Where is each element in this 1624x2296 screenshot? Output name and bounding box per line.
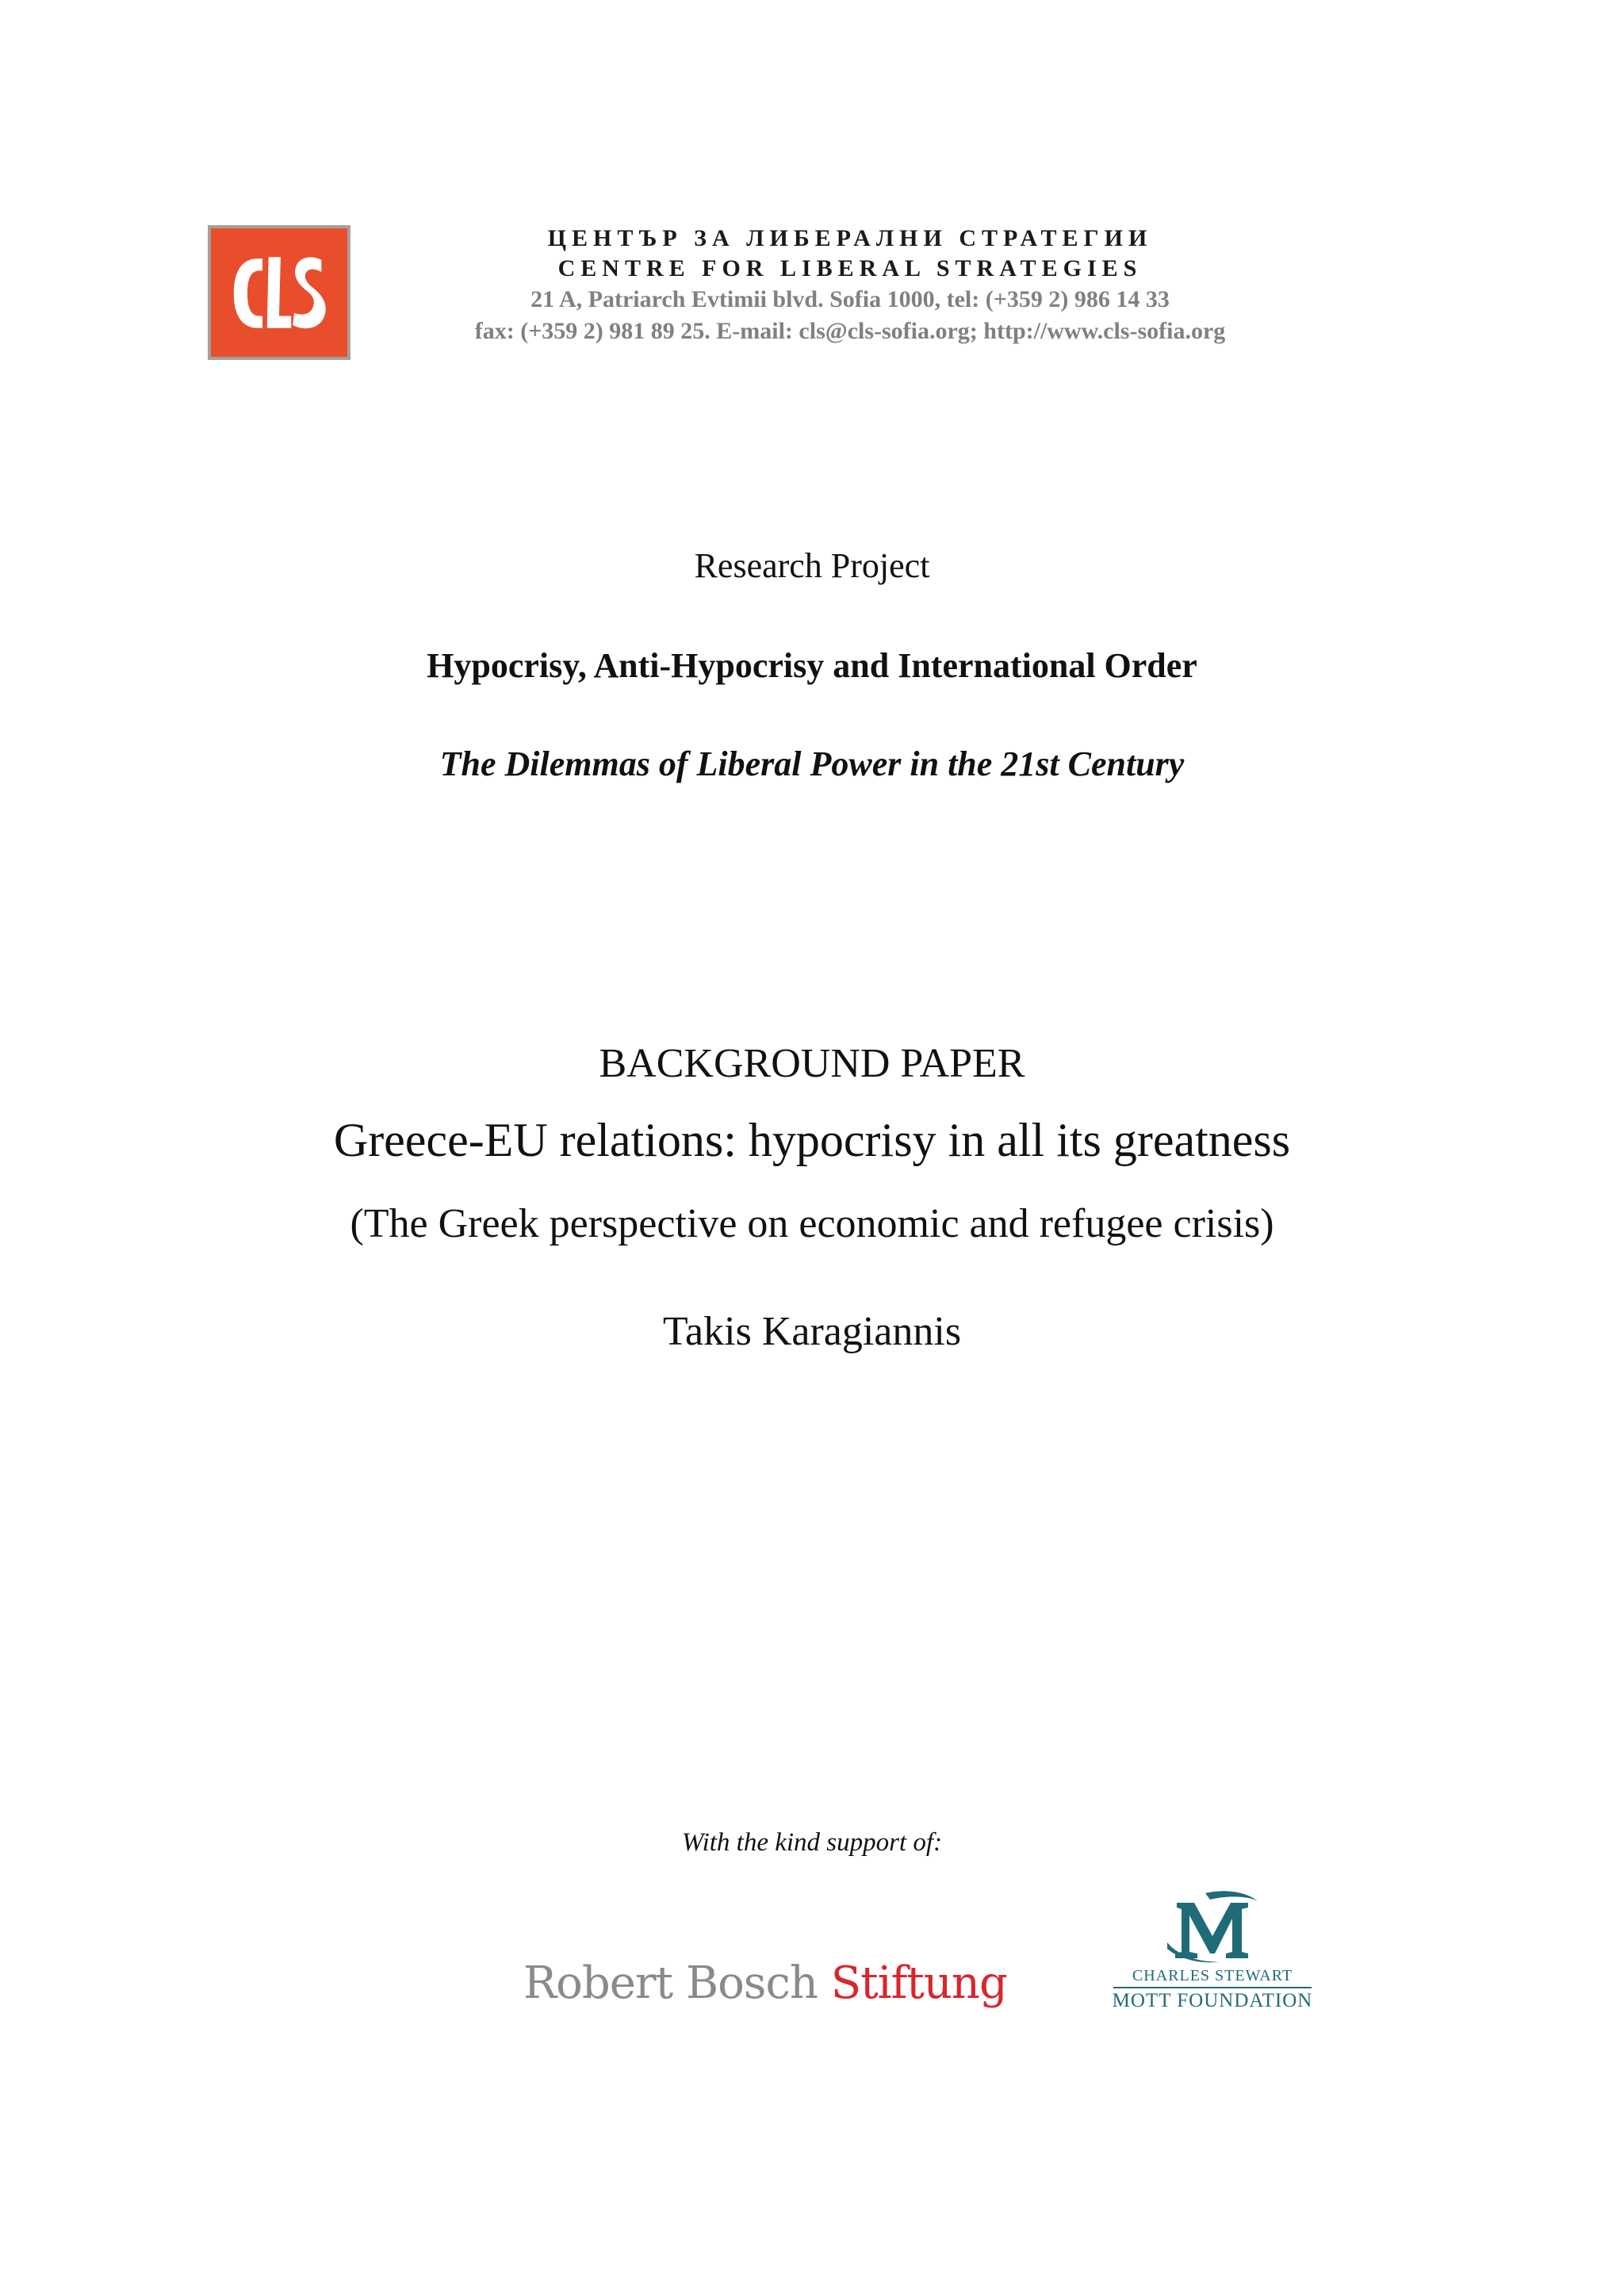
org-contact: fax: (+359 2) 981 89 25. E-mail: cls@cls-sofia.org; http://www.cls-sofia.org xyxy=(474,318,1226,344)
project-title: Hypocrisy, Anti-Hypocrisy and International Order xyxy=(427,646,1197,685)
letterhead xyxy=(208,224,1334,368)
mott-line1: CHARLES STEWART xyxy=(1132,1967,1293,1984)
paper-type: BACKGROUND PAPER xyxy=(599,1041,1025,1086)
cls-logo-mark xyxy=(211,228,347,357)
paper-subtitle: (The Greek perspective on economic and refugee crisis) xyxy=(350,1201,1274,1246)
paper-title: Greece-EU relations: hypocrisy in all its greatness xyxy=(333,1114,1291,1166)
mott-divider xyxy=(1113,1987,1312,1988)
project-label: Research Project xyxy=(694,546,930,585)
org-name-english: CENTRE FOR LIBERAL STRATEGIES xyxy=(557,255,1143,281)
mott-foundation-logo xyxy=(1105,1887,1320,2022)
mott-line2: MOTT FOUNDATION xyxy=(1112,1990,1313,2011)
mott-monogram-icon xyxy=(1153,1887,1272,1966)
org-address: 21 A, Patriarch Evtimii blvd. Sofia 1000, tel: (+359 2) 986 14 33 xyxy=(530,286,1170,312)
paper-author: Takis Karagiannis xyxy=(662,1309,962,1354)
org-info xyxy=(366,224,1334,347)
bosch-foundation: Stiftung xyxy=(830,1957,1007,2009)
project-subtitle: The Dilemmas of Liberal Power in the 21st Century xyxy=(439,744,1185,783)
org-name-bulgarian: ЦЕНТЪР ЗА ЛИБЕРАЛНИ СТРАТЕГИИ xyxy=(547,225,1153,251)
robert-bosch-stiftung-logo xyxy=(523,1952,1007,2015)
bosch-name: Robert Bosch xyxy=(523,1957,818,2009)
support-label: With the kind support of: xyxy=(681,1828,943,1857)
cls-logo xyxy=(208,225,350,360)
